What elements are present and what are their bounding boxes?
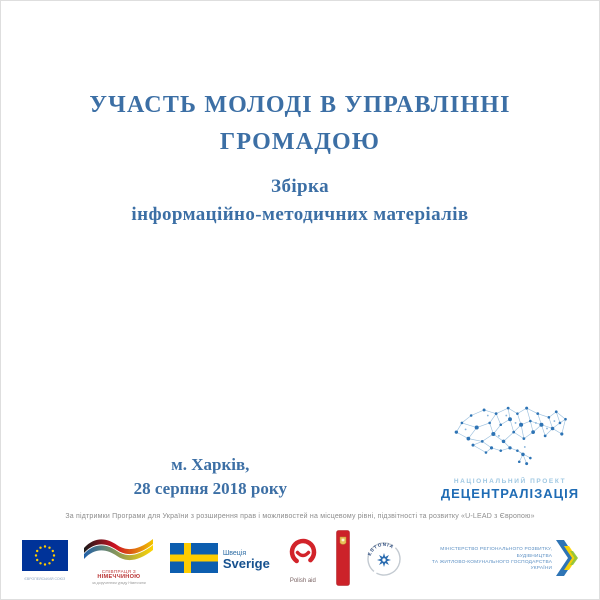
polish-aid-ring-icon	[285, 537, 321, 576]
eu-logo-caption: ЄВРОПЕЙСЬКИЙ СОЮЗ	[24, 576, 66, 581]
support-program-text: За підтримки Програми для України з розширення прав і можливостей на місцевому рівні, підзвітності та розвитку «U-LEAD з Європою»	[65, 513, 535, 520]
ministry-text	[432, 547, 552, 573]
place-text: м. Харків,	[171, 455, 250, 474]
subtitle-line-2: інформаційно-методичних матеріалів	[131, 204, 469, 225]
german-cooperation-logo	[83, 535, 155, 585]
sweden-logo	[170, 543, 270, 578]
sweden-flag-icon	[170, 543, 218, 578]
partner-logos-row	[1, 529, 599, 591]
page-subtitle	[1, 173, 599, 229]
german-logo-text	[92, 569, 146, 585]
page-title	[1, 87, 599, 161]
decentralization-logo	[435, 397, 585, 501]
eu-flag-icon	[22, 540, 68, 576]
estonia-badge-icon	[365, 539, 403, 582]
title-line-2: ГРОМАДОЮ	[219, 129, 381, 155]
sweden-label-uk: Швеція	[222, 549, 247, 557]
ukraine-map-network-icon	[440, 458, 580, 475]
ministry-chevron-icon	[556, 540, 578, 581]
decentralization-logo-subtitle: НАЦІОНАЛЬНИЙ ПРОЕКТ	[453, 478, 567, 485]
date-text: 28 серпня 2018 року	[133, 479, 287, 498]
polish-aid-caption: Polish aid	[289, 577, 316, 584]
german-logo-line-1: СПІВПРАЦЯ З	[101, 569, 136, 575]
ministry-logo	[432, 540, 578, 581]
ministry-line-4: УКРАЇНИ	[530, 566, 553, 572]
german-logo-line-2: НІМЕЧЧИНОЮ	[97, 574, 141, 581]
red-banner-icon	[336, 530, 350, 591]
title-line-1: УЧАСТЬ МОЛОДІ В УПРАВЛІННІ	[89, 92, 511, 118]
subtitle-line-1: Збірка	[271, 176, 329, 197]
estonia-caption: ESTONIA	[366, 541, 395, 556]
eu-flag-logo	[22, 540, 68, 581]
decentralization-logo-title: ДЕЦЕНТРАЛІЗАЦІЯ	[440, 486, 580, 501]
german-logo-line-3: за дорученням уряду Німеччини	[91, 580, 146, 585]
red-banner-emblem-logo	[336, 530, 350, 591]
sweden-label-sv: Sverige	[222, 555, 270, 571]
ministry-line-3: ТА ЖИТЛОВО-КОМУНАЛЬНОГО ГОСПОДАРСТВА	[431, 560, 553, 565]
ministry-line-2: БУДІВНИЦТВА	[516, 553, 553, 559]
place-and-date	[1, 453, 420, 501]
ministry-line-1: МІНІСТЕРСТВО РЕГІОНАЛЬНОГО РОЗВИТКУ,	[440, 547, 553, 553]
sweden-logo-text	[223, 550, 270, 571]
estonia-development-logo	[365, 539, 403, 582]
polish-aid-logo	[285, 537, 321, 584]
german-ukrainian-ribbon-icon	[83, 535, 155, 568]
